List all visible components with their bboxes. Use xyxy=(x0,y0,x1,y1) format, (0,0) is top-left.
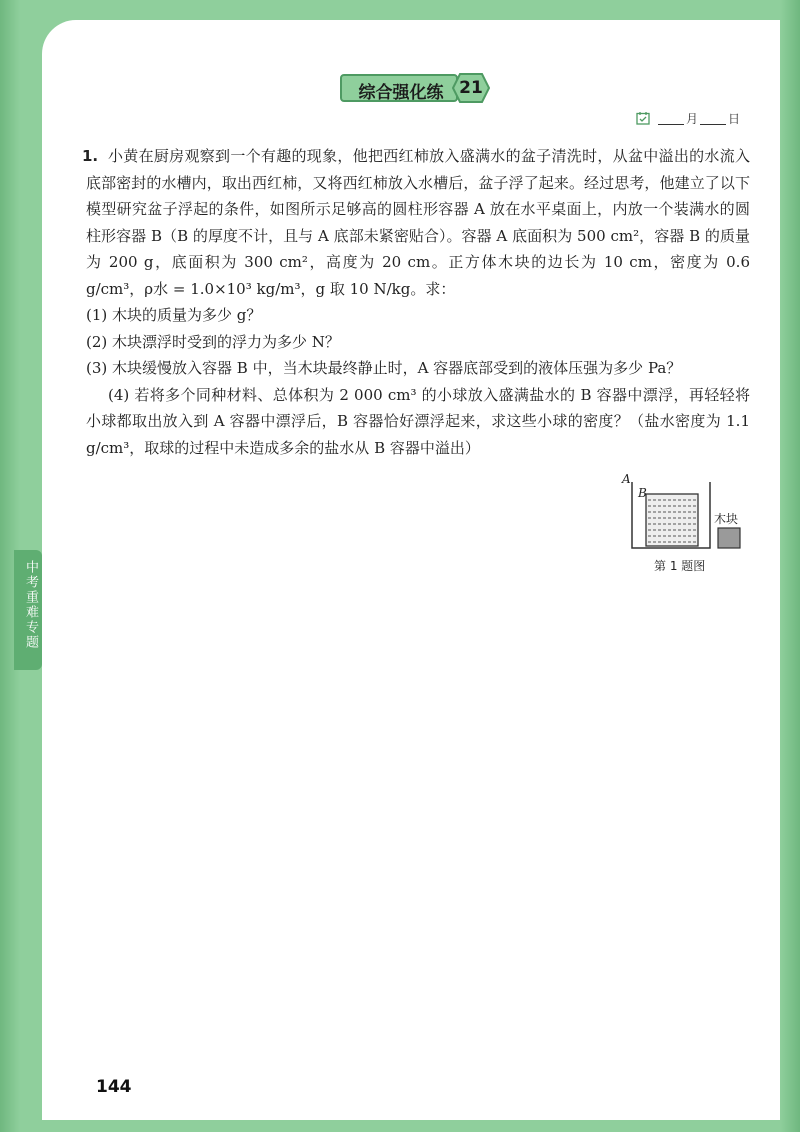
wood-block-shape xyxy=(718,528,740,548)
label-container-b: B xyxy=(638,486,647,500)
question-part-2: (2) 木块漂浮时受到的浮力为多少 N？ xyxy=(86,332,340,351)
question-part-1: (1) 木块的质量为多少 g？ xyxy=(86,306,262,324)
day-blank[interactable] xyxy=(700,112,726,125)
section-header xyxy=(300,54,500,104)
question-part-4: (4) 若将多个同种材料、总体积为 2 000 cm³ 的小球放入盛满盐水的 B 容器中漂浮，再轻轻将小球都取出放入到 A 容器中漂浮后，B 容器恰好漂浮起来，求这些小球的密度？（盐水密度为 1.1 g/cm³，取球的过程中未造成多余的盐水从 B 容器中溢出） xyxy=(86,385,750,457)
question-part-3: (3) 木块缓慢放入容器 B 中，当木块最终静止时，A 容器底部受到的液体压强为多少 Pa？ xyxy=(86,359,682,377)
side-tab-label: 中考重难专题 xyxy=(23,560,38,650)
side-tab xyxy=(14,550,42,670)
section-number-badge xyxy=(452,72,490,104)
question-number: 1. xyxy=(82,147,99,165)
date-field xyxy=(636,108,740,128)
question-stem: 小黄在厨房观察到一个有趣的现象，他把西红柿放入盛满水的盆子清洗时，从盆中溢出的水流入底部密封的水槽内，取出西红柿，又将西红柿放入水槽后，盆子浮了起来。经过思考，他建立了以下模型研究盆子浮起的条件，如图所示足够高的圆柱形容器 A 放在水平桌面上，内放一个装满水的圆柱形容器 B（B 的厚度不计，且与 A 底部未紧密贴合）。容器 A 底面积为 500 cm²，容器 B 的质量为 200 g，底面积为 300 cm²，高度为 20 cm。正方体木块的边长为 10 cm，密度为 0.6 g/cm³，ρ水 = 1.0×10³ kg/m³，g 取 10 N/kg。求： xyxy=(86,147,750,298)
figure-caption: 第 1 题图 xyxy=(654,559,706,573)
section-number: 21 xyxy=(459,78,483,98)
month-label: 月 xyxy=(686,111,699,126)
section-title: 综合强化练 xyxy=(358,83,444,103)
page-number: 144 xyxy=(96,1077,132,1097)
question-1 xyxy=(82,143,750,461)
label-container-a: A xyxy=(622,472,631,486)
calendar-check-icon xyxy=(636,111,650,125)
title-banner xyxy=(340,74,458,102)
day-label: 日 xyxy=(728,111,741,126)
label-wood-block: 木块 xyxy=(714,512,739,526)
month-blank[interactable] xyxy=(658,112,684,125)
